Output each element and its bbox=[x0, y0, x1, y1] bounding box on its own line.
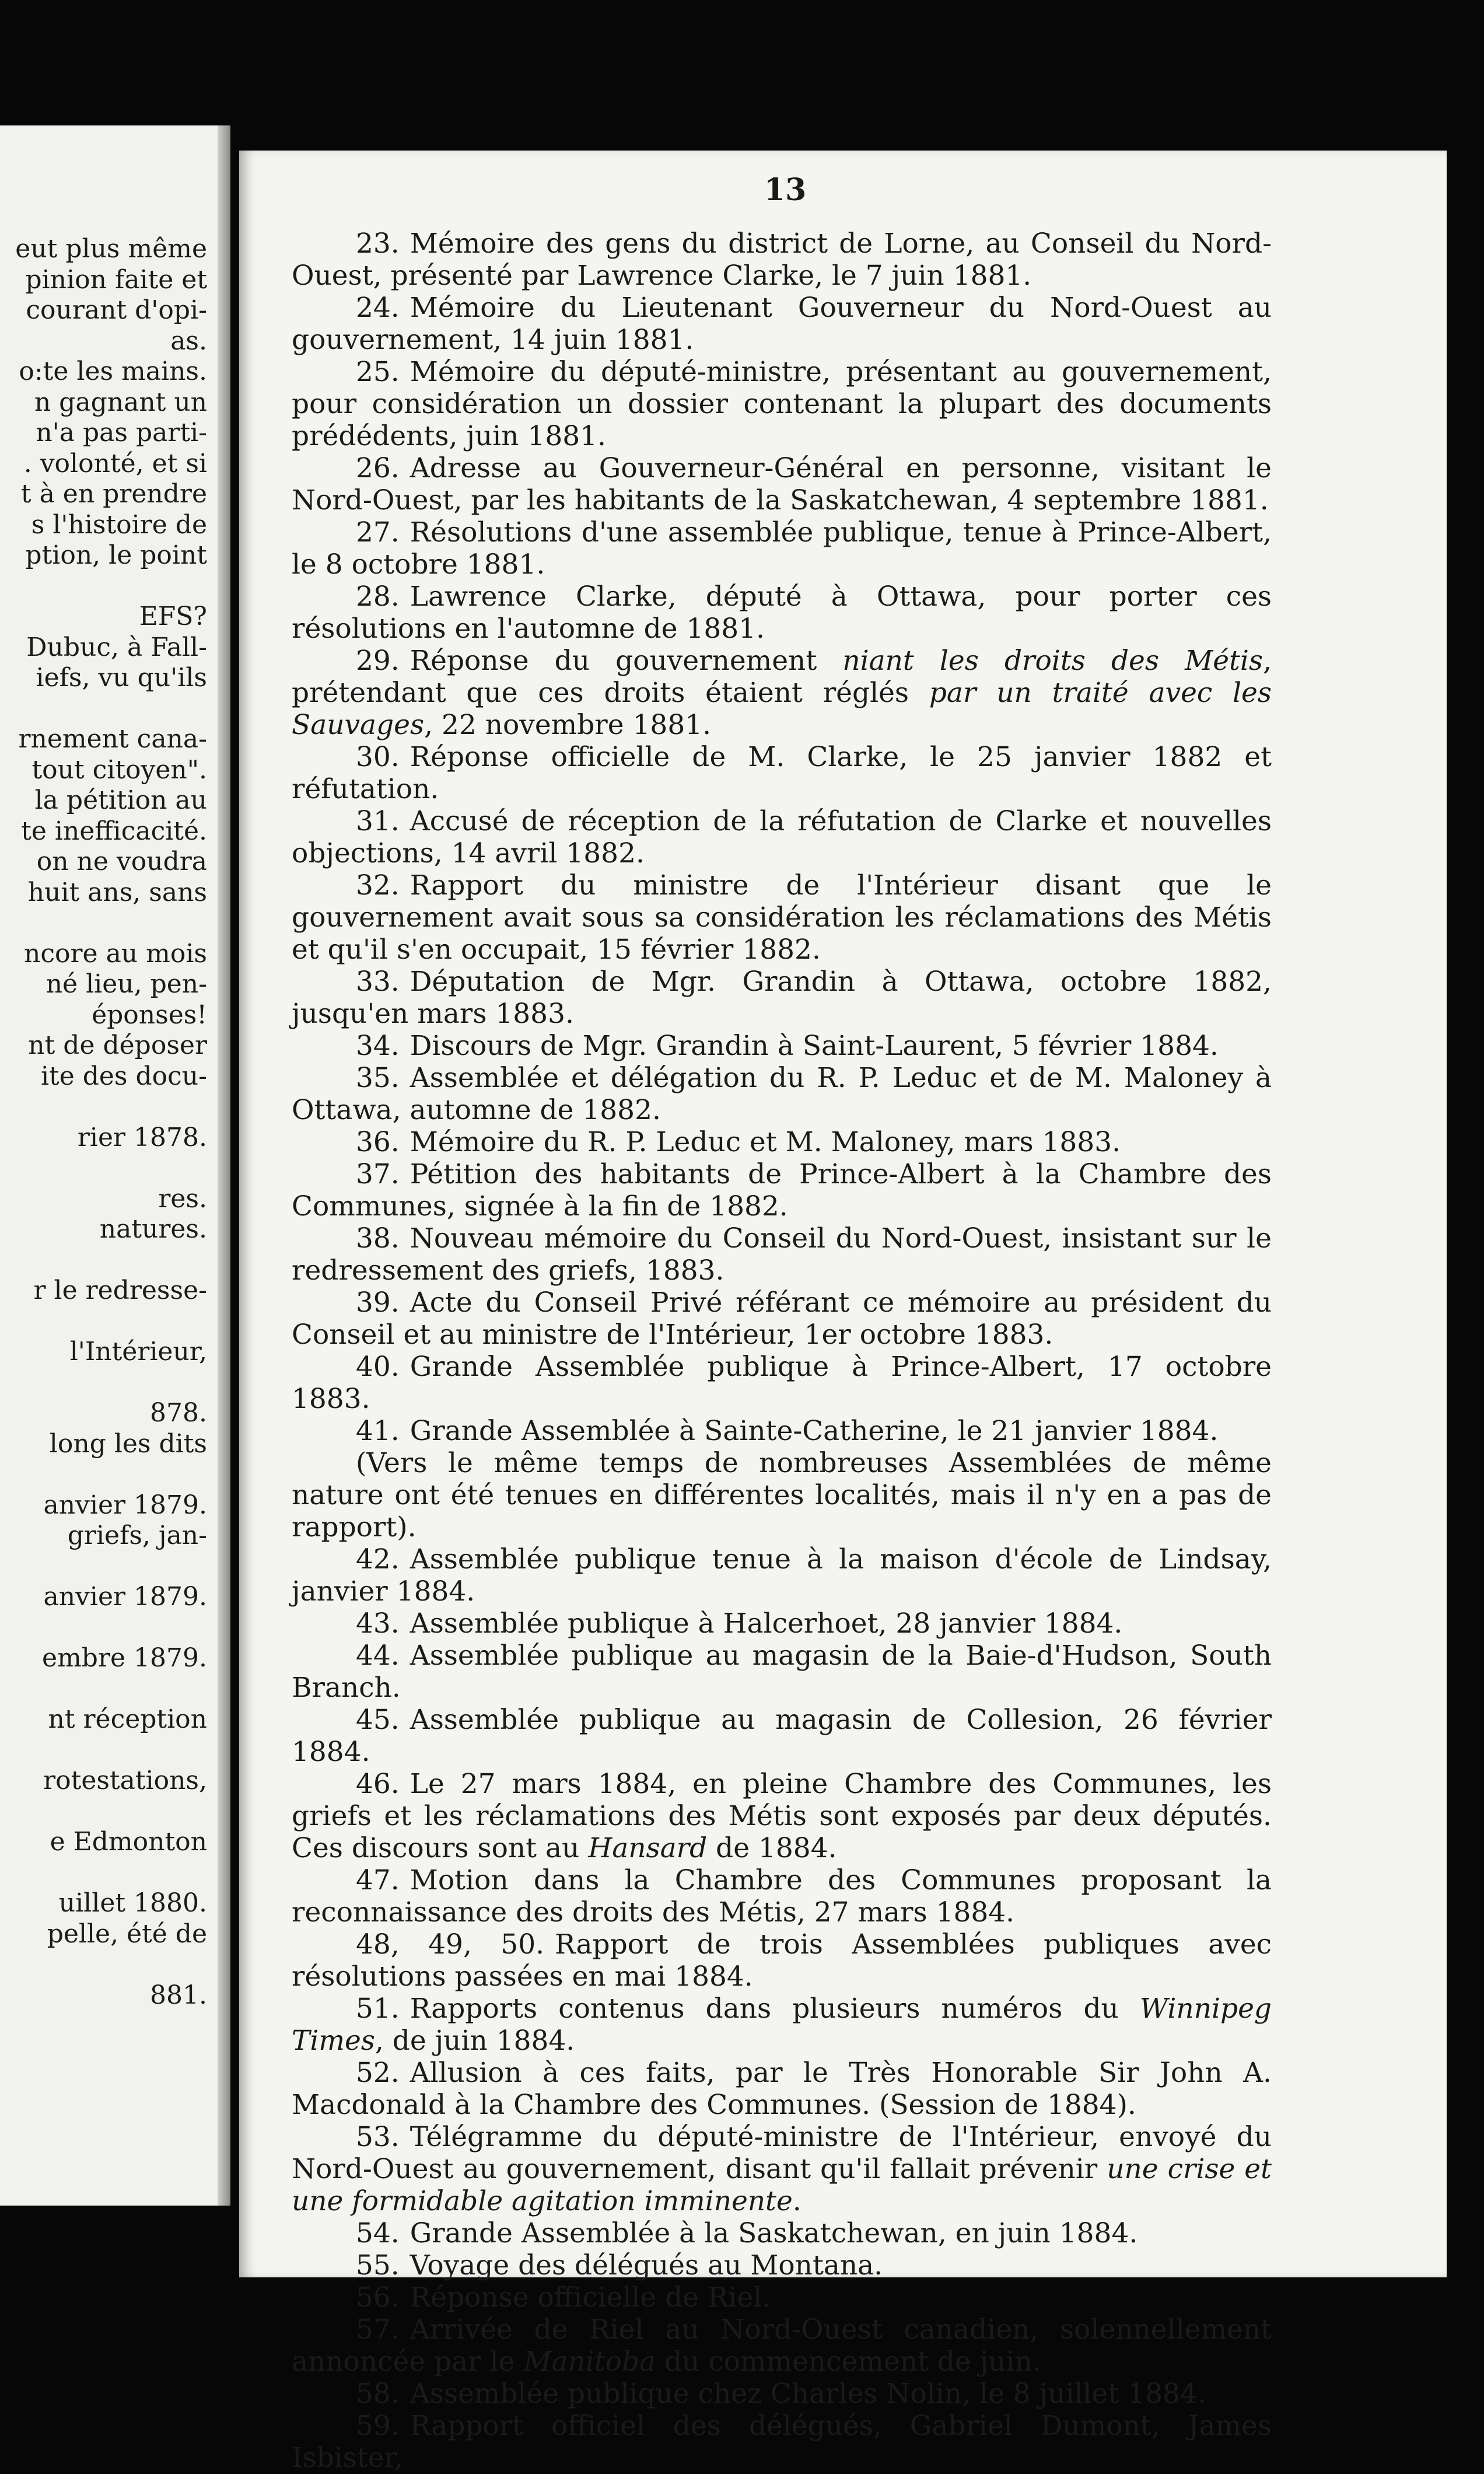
document-entry bbox=[292, 1928, 1272, 1993]
left-page-line: huit ans, sans bbox=[27, 877, 207, 907]
entry-text: Mémoire du Lieutenant Gouverneur du Nord-Ouest au gouvernement, 14 juin 1881. bbox=[292, 292, 1272, 356]
left-page-line: natures. bbox=[99, 1214, 207, 1244]
document-entry bbox=[292, 1062, 1272, 1126]
left-page-line: n'a pas parti- bbox=[36, 418, 207, 448]
entry-italic-text: une crise et une formidable agitation imminente bbox=[292, 2153, 1272, 2217]
left-page-line: uillet 1880. bbox=[58, 1888, 207, 1918]
entry-number: 53. bbox=[356, 2121, 400, 2153]
left-page-line: eut plus même bbox=[15, 234, 207, 264]
document-entry bbox=[292, 228, 1272, 292]
left-page-line: pinion faite et bbox=[25, 264, 207, 295]
entry-italic-text: par un traité avec les Sauvages bbox=[292, 677, 1272, 741]
entry-text: Députation de Mgr. Grandin à Ottawa, octobre 1882, jusqu'en mars 1883. bbox=[292, 966, 1272, 1030]
document-entry bbox=[292, 1447, 1272, 1543]
entry-number: 26. bbox=[356, 452, 400, 484]
entry-number: 38. bbox=[356, 1222, 400, 1255]
left-page-line: anvier 1879. bbox=[43, 1582, 207, 1612]
entry-text: Lawrence Clarke, député à Ottawa, pour porter ces résolutions en l'automne de 1881. bbox=[292, 581, 1272, 645]
entry-number: 29. bbox=[356, 645, 400, 677]
document-entry bbox=[292, 2121, 1272, 2217]
left-page-line: t à en prendre bbox=[20, 479, 207, 509]
left-page-line: embre 1879. bbox=[42, 1643, 207, 1673]
entry-number: 43. bbox=[356, 1608, 400, 1640]
left-page-line: as. bbox=[170, 326, 207, 356]
document-entry bbox=[292, 1993, 1272, 2057]
entry-number: 40. bbox=[356, 1351, 400, 1383]
left-page-line: la pétition au bbox=[34, 785, 207, 815]
entry-number: 35. bbox=[356, 1062, 400, 1094]
entry-number: 31. bbox=[356, 805, 400, 837]
document-entry bbox=[292, 2378, 1272, 2410]
entry-text: Pétition des habitants de Prince-Albert à la Chambre des Communes, signée à la fin de 1882. bbox=[292, 1158, 1272, 1222]
left-page-line: pelle, été de bbox=[47, 1919, 207, 1949]
entry-text: Rapports contenus dans plusieurs numéros du bbox=[410, 1993, 1140, 2025]
entry-number: 56. bbox=[356, 2281, 400, 2314]
left-page-line: n gagnant un bbox=[34, 387, 207, 417]
entry-text: Allusion à ces faits, par le Très Honorable Sir John A. Macdonald à la Chambre des Communes. (Session de 1884). bbox=[292, 2057, 1272, 2121]
entry-italic-text: Manitoba bbox=[523, 2346, 656, 2378]
entry-italic-text: Hansard bbox=[588, 1832, 708, 1864]
document-entry bbox=[292, 1543, 1272, 1608]
left-page-line: l'Intérieur, bbox=[69, 1337, 207, 1367]
entry-text: (Vers le même temps de nombreuses Assemblées de même nature ont été tenues en différentes localités, mais il n'y en a pas de rapport). bbox=[292, 1447, 1272, 1543]
entry-text: Arrivée de Riel au Nord-Ouest canadien, solennellement annoncée par le bbox=[292, 2314, 1272, 2378]
document-entry bbox=[292, 1222, 1272, 1287]
left-page-line: rotestations, bbox=[43, 1766, 207, 1795]
entry-number: 32. bbox=[356, 869, 400, 901]
entry-text: Grande Assemblée publique à Prince-Albert, 17 octobre 1883. bbox=[292, 1351, 1272, 1415]
entry-number: 23. bbox=[356, 228, 400, 260]
entry-text: Nouveau mémoire du Conseil du Nord-Ouest, insistant sur le redressement des griefs, 1883. bbox=[292, 1222, 1272, 1287]
document-entry bbox=[292, 1864, 1272, 1928]
entry-text: , prétendant que ces droits étaient réglés bbox=[292, 645, 1272, 709]
left-page-line: nt réception bbox=[48, 1704, 207, 1734]
entry-text: Assemblée publique tenue à la maison d'école de Lindsay, janvier 1884. bbox=[292, 1543, 1272, 1608]
entry-number: 34. bbox=[356, 1030, 400, 1062]
entry-number: 24. bbox=[356, 292, 400, 324]
entry-text: Assemblée publique au magasin de Collesion, 26 février 1884. bbox=[292, 1704, 1272, 1768]
left-page-line: res. bbox=[158, 1183, 207, 1214]
document-entry bbox=[292, 1704, 1272, 1768]
document-entry bbox=[292, 645, 1272, 741]
entry-number: 36. bbox=[356, 1126, 400, 1158]
entry-number: 39. bbox=[356, 1287, 400, 1319]
document-entry bbox=[292, 1415, 1272, 1447]
left-page-line: iefs, vu qu'ils bbox=[36, 663, 207, 693]
entry-text: Adresse au Gouverneur-Général en personne, visitant le Nord-Ouest, par les habitants de la Saskatchewan, 4 septembre 1881. bbox=[292, 452, 1272, 516]
entry-text: Grande Assemblée à Sainte-Catherine, le 21 janvier 1884. bbox=[410, 1415, 1219, 1447]
document-entry bbox=[292, 2057, 1272, 2121]
entry-number: 28. bbox=[356, 581, 400, 613]
entry-text: , 22 novembre 1881. bbox=[424, 709, 712, 741]
entry-text: Assemblée et délégation du R. P. Leduc et de M. Maloney à Ottawa, automne de 1882. bbox=[292, 1062, 1272, 1126]
entry-number: 45. bbox=[356, 1704, 400, 1736]
left-page-line: te inefficacité. bbox=[21, 816, 207, 846]
left-page-line: griefs, jan- bbox=[67, 1521, 207, 1550]
document-entry bbox=[292, 869, 1272, 966]
document-entries bbox=[292, 228, 1272, 2474]
entry-text: Télégramme du député-ministre de l'Intérieur, envoyé du Nord-Ouest au gouvernement, disant qu'il fallait prévenir bbox=[292, 2121, 1272, 2185]
entry-text: Assemblée publique au magasin de la Baie-d'Hudson, South Branch. bbox=[292, 1640, 1272, 1704]
entry-number: 37. bbox=[356, 1158, 400, 1190]
entry-text: Mémoire du R. P. Leduc et M. Maloney, mars 1883. bbox=[410, 1126, 1121, 1158]
entry-number: 46. bbox=[356, 1768, 400, 1800]
entry-number: 47. bbox=[356, 1864, 400, 1896]
left-page-line: Dubuc, à Fall- bbox=[26, 632, 207, 662]
entry-text: Assemblée publique à Halcerhoet, 28 janvier 1884. bbox=[410, 1608, 1123, 1640]
left-page-line: rier 1878. bbox=[77, 1122, 207, 1152]
left-page-line: ption, le point bbox=[25, 540, 207, 570]
entry-text: de 1884. bbox=[707, 1832, 837, 1864]
entry-text: Voyage des délégués au Montana. bbox=[410, 2249, 883, 2281]
left-page-line: tout citoyen". bbox=[32, 754, 207, 785]
entry-number: 42. bbox=[356, 1543, 400, 1575]
entry-text: Rapport du ministre de l'Intérieur disant que le gouvernement avait sous sa considération les réclamations des Métis et qu'il s'en occupait, 15 février 1882. bbox=[292, 869, 1272, 966]
entry-text: , de juin 1884. bbox=[374, 2025, 575, 2057]
entry-number: 54. bbox=[356, 2217, 400, 2249]
entry-text: Résolutions d'une assemblée publique, tenue à Prince-Albert, le 8 octobre 1881. bbox=[292, 516, 1272, 581]
entry-number: 51. bbox=[356, 1993, 400, 2025]
entry-number: 58. bbox=[356, 2378, 400, 2410]
document-entry bbox=[292, 1351, 1272, 1415]
entry-text: Motion dans la Chambre des Communes proposant la reconnaissance des droits des Métis, 27 mars 1884. bbox=[292, 1864, 1272, 1928]
page-gutter bbox=[218, 125, 230, 2206]
left-page-line: ncore au mois bbox=[24, 938, 207, 969]
entry-text: Le 27 mars 1884, en pleine Chambre des Communes, les griefs et les réclamations des Métis sont exposés par deux députés. Ces discours sont au bbox=[292, 1768, 1272, 1864]
left-page-line: éponses! bbox=[92, 1000, 207, 1030]
entry-italic-text: Winnipeg Times bbox=[292, 1993, 1272, 2057]
left-page-line: courant d'opi- bbox=[26, 295, 207, 325]
entry-text: Rapport de trois Assemblées publiques avec résolutions passées en mai 1884. bbox=[292, 1928, 1272, 1993]
entry-number: 59. bbox=[356, 2410, 400, 2442]
entry-number: 44. bbox=[356, 1640, 400, 1672]
document-entry bbox=[292, 1287, 1272, 1351]
left-page-line: EFS? bbox=[139, 602, 207, 631]
left-page-line: né lieu, pen- bbox=[46, 969, 207, 999]
document-entry bbox=[292, 516, 1272, 581]
entry-number: 30. bbox=[356, 741, 400, 773]
document-entry bbox=[292, 1640, 1272, 1704]
left-page-line: rnement cana- bbox=[18, 724, 207, 754]
entry-text: . bbox=[792, 2185, 802, 2217]
entry-number: 55. bbox=[356, 2249, 400, 2281]
document-entry bbox=[292, 1126, 1272, 1158]
document-entry bbox=[292, 2217, 1272, 2249]
page-number: 13 bbox=[764, 172, 807, 208]
left-page-line: anvier 1879. bbox=[43, 1490, 207, 1520]
entry-number: 52. bbox=[356, 2057, 400, 2089]
entry-text: Mémoire du député-ministre, présentant au gouvernement, pour considération un dossier contenant la plupart des documents prédédents, juin 1881. bbox=[292, 356, 1272, 452]
document-entry bbox=[292, 2281, 1272, 2314]
document-entry bbox=[292, 966, 1272, 1030]
left-page-line: on ne voudra bbox=[36, 847, 207, 876]
entry-text: Rapport officiel des délégués, Gabriel Dumont, James Isbister, bbox=[292, 2410, 1272, 2474]
document-entry bbox=[292, 581, 1272, 645]
left-page-line: ite des docu- bbox=[40, 1061, 207, 1091]
document-entry bbox=[292, 452, 1272, 516]
entry-number: 48, 49, 50. bbox=[356, 1928, 545, 1961]
left-page-line: nt de déposer bbox=[28, 1030, 207, 1060]
entry-number: 41. bbox=[356, 1415, 400, 1447]
entry-text: Discours de Mgr. Grandin à Saint-Laurent, 5 février 1884. bbox=[410, 1030, 1219, 1062]
left-facing-page bbox=[0, 125, 230, 2206]
entry-number: 27. bbox=[356, 516, 400, 548]
document-entry bbox=[292, 1158, 1272, 1222]
entry-number: 57. bbox=[356, 2314, 400, 2346]
left-page-line: 878. bbox=[150, 1398, 207, 1428]
left-page-line: 881. bbox=[150, 1980, 207, 2010]
document-entry bbox=[292, 1030, 1272, 1062]
entry-number: 25. bbox=[356, 356, 400, 388]
document-entry bbox=[292, 2249, 1272, 2281]
entry-text: Accusé de réception de la réfutation de Clarke et nouvelles objections, 14 avril 1882. bbox=[292, 805, 1272, 869]
document-entry bbox=[292, 2410, 1272, 2474]
document-entry bbox=[292, 1608, 1272, 1640]
left-page-line: long les dits bbox=[49, 1428, 207, 1459]
entry-text: Acte du Conseil Privé référant ce mémoire au président du Conseil et au ministre de l'Intérieur, 1er octobre 1883. bbox=[292, 1287, 1272, 1351]
entry-text: Assemblée publique chez Charles Nolin, le 8 juillet 1884. bbox=[410, 2378, 1206, 2410]
entry-number: 33. bbox=[356, 966, 400, 998]
entry-text: Réponse officielle de Riel. bbox=[410, 2281, 771, 2314]
entry-italic-text: niant les droits des Métis bbox=[842, 645, 1264, 677]
left-page-line: s l'histoire de bbox=[31, 509, 207, 540]
left-page-line: o:te les mains. bbox=[19, 357, 207, 386]
entry-text: Réponse du gouvernement bbox=[410, 645, 843, 677]
entry-text: Réponse officielle de M. Clarke, le 25 janvier 1882 et réfutation. bbox=[292, 741, 1272, 805]
entry-text: du commencement de juin. bbox=[656, 2346, 1041, 2378]
document-entry bbox=[292, 805, 1272, 869]
left-page-line: . volonté, et si bbox=[23, 448, 207, 478]
left-page-line: e Edmonton bbox=[50, 1827, 207, 1857]
document-entry bbox=[292, 2314, 1272, 2378]
document-entry bbox=[292, 292, 1272, 356]
left-page-line: r le redresse- bbox=[33, 1276, 207, 1305]
document-entry bbox=[292, 1768, 1272, 1864]
document-entry bbox=[292, 741, 1272, 805]
entry-text: Grande Assemblée à la Saskatchewan, en juin 1884. bbox=[410, 2217, 1138, 2249]
document-entry bbox=[292, 356, 1272, 452]
entry-text: Mémoire des gens du district de Lorne, au Conseil du Nord-Ouest, présenté par Lawrence Clarke, le 7 juin 1881. bbox=[292, 228, 1272, 292]
